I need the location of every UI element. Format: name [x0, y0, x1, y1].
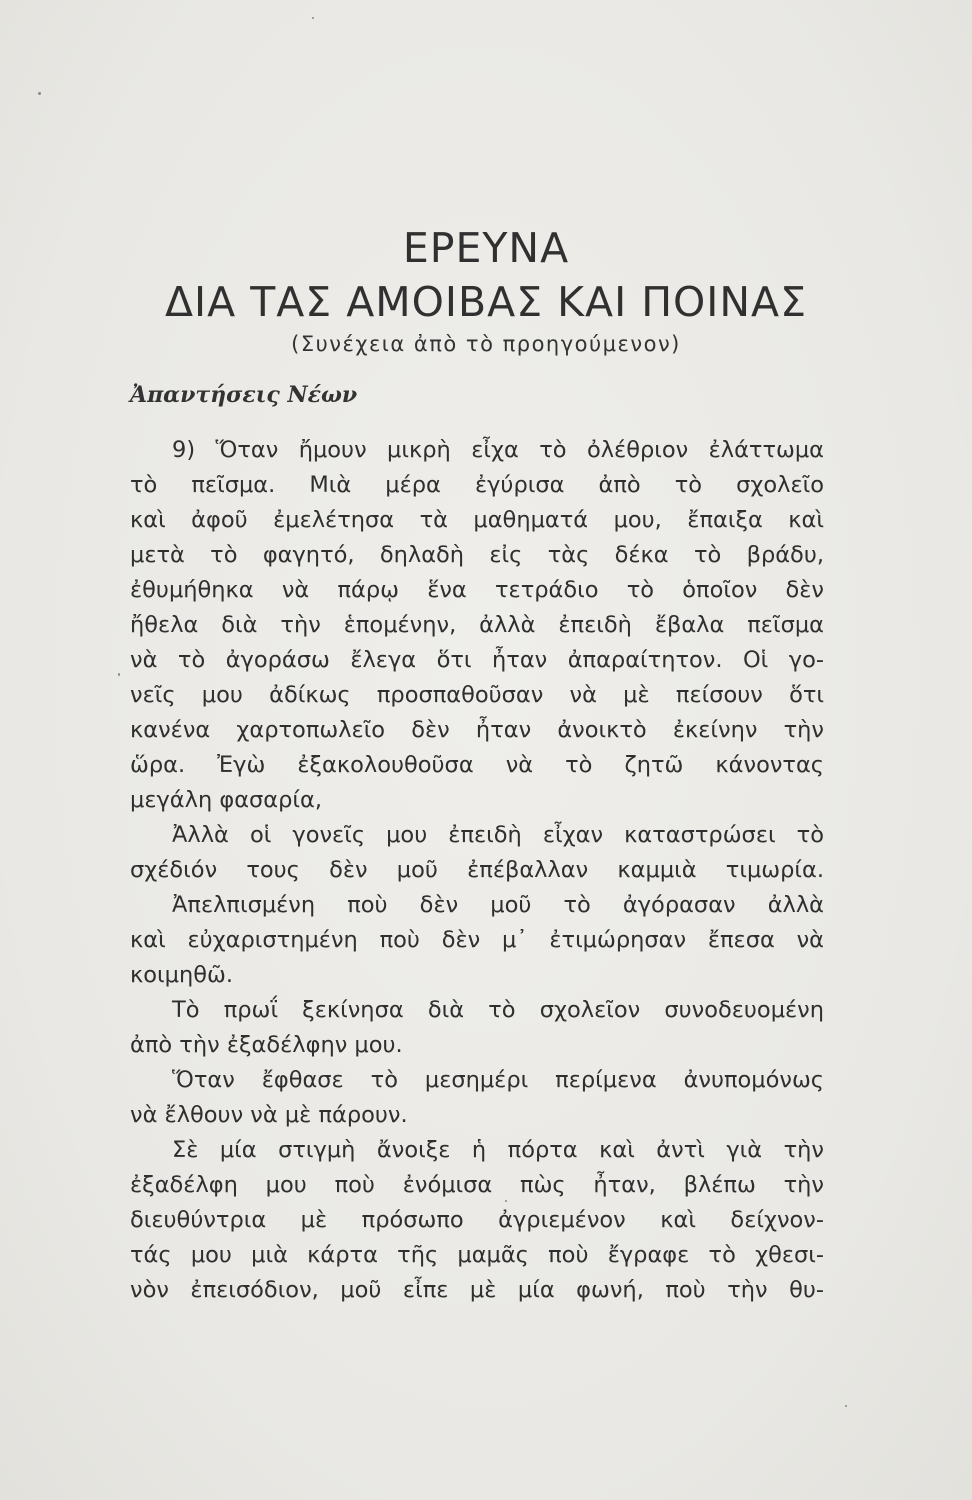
paper-speck: [845, 1405, 847, 1407]
body-line: σχέδιόν τους δὲν μοῦ ἐπέβαλλαν καμμιὰ τιμωρία.: [130, 857, 824, 883]
body-line: 9) Ὅταν ἤμουν μικρὴ εἶχα τὸ ὀλέθριον ἐλάττωμα: [172, 437, 824, 463]
body-line: ἤθελα διὰ τὴν ἑπομένην, ἀλλὰ ἐπειδὴ ἔβαλα πεῖσμα: [130, 612, 824, 638]
body-line: νὰ ἔλθουν νὰ μὲ πάρουν.: [130, 1102, 408, 1128]
section-heading: Ἀπαντήσεις Νέων: [130, 382, 358, 408]
paper-speck: [505, 1200, 507, 1202]
body-line: Τὸ πρωΐ ξεκίνησα διὰ τὸ σχολεῖον συνοδευομένη: [172, 997, 824, 1023]
body-line: καὶ εὐχαριστημένη ποὺ δὲν μ᾿ ἐτιμώρησαν ἔπεσα νὰ: [130, 927, 824, 953]
page-subtitle: (Συνέχεια ἀπὸ τὸ προηγούμενον): [291, 332, 681, 356]
body-line: Σὲ μία στιγμὴ ἄνοιξε ἡ πόρτα καὶ ἀντὶ γιὰ τὴν: [172, 1137, 824, 1163]
body-line: τάς μου μιὰ κάρτα τῆς μαμᾶς ποὺ ἔγραφε τὸ χθεσι-: [130, 1242, 824, 1268]
page-title-line-2: ΔΙΑ ΤΑΣ ΑΜΟΙΒΑΣ ΚΑΙ ΠΟΙΝΑΣ: [164, 278, 808, 326]
paper-speck: [38, 92, 41, 95]
body-line: ἀπὸ τὴν ἐξαδέλφην μου.: [130, 1032, 403, 1058]
body-line: νὰ τὸ ἀγοράσω ἔλεγα ὅτι ἦταν ἀπαραίτητον. Οἱ γο-: [130, 647, 824, 673]
paper-speck: [312, 17, 314, 19]
paper-speck: [118, 673, 120, 676]
body-line: ἐξαδέλφη μου ποὺ ἐνόμισα πὼς ἦταν, βλέπω τὴν: [130, 1172, 824, 1198]
body-line: καὶ ἀφοῦ ἐμελέτησα τὰ μαθηματά μου, ἔπαιξα καὶ: [130, 507, 824, 533]
body-line: νὸν ἐπεισόδιον, μοῦ εἶπε μὲ μία φωνή, ποὺ τὴν θυ-: [130, 1277, 824, 1303]
body-line: Ἀπελπισμένη ποὺ δὲν μοῦ τὸ ἀγόρασαν ἀλλὰ: [172, 892, 824, 918]
page-title-line-1: ΕΡΕΥΝΑ: [402, 224, 570, 272]
body-line: διευθύντρια μὲ πρόσωπο ἀγριεμένον καὶ δείχνον-: [130, 1207, 824, 1233]
body-line: κανένα χαρτοπωλεῖο δὲν ἦταν ἀνοικτὸ ἐκείνην τὴν: [130, 717, 824, 743]
body-line: νεῖς μου ἀδίκως προσπαθοῦσαν νὰ μὲ πείσουν ὅτι: [130, 682, 824, 708]
body-line: τὸ πεῖσμα. Μιὰ μέρα ἐγύρισα ἀπὸ τὸ σχολεῖο: [130, 472, 824, 498]
body-line: Ἀλλὰ οἱ γονεῖς μου ἐπειδὴ εἶχαν καταστρώσει τὸ: [172, 822, 824, 848]
body-line: κοιμηθῶ.: [130, 962, 233, 988]
body-line: ἐθυμήθηκα νὰ πάρῳ ἕνα τετράδιο τὸ ὁποῖον δὲν: [130, 577, 824, 603]
body-line: Ὅταν ἔφθασε τὸ μεσημέρι περίμενα ἀνυπομόνως: [172, 1067, 824, 1093]
body-line: ὥρα. Ἐγὼ ἐξακολουθοῦσα νὰ τὸ ζητῶ κάνοντας: [130, 752, 824, 778]
body-line: μεγάλη φασαρία,: [130, 787, 322, 813]
body-line: μετὰ τὸ φαγητό, δηλαδὴ εἰς τὰς δέκα τὸ βράδυ,: [130, 542, 824, 568]
